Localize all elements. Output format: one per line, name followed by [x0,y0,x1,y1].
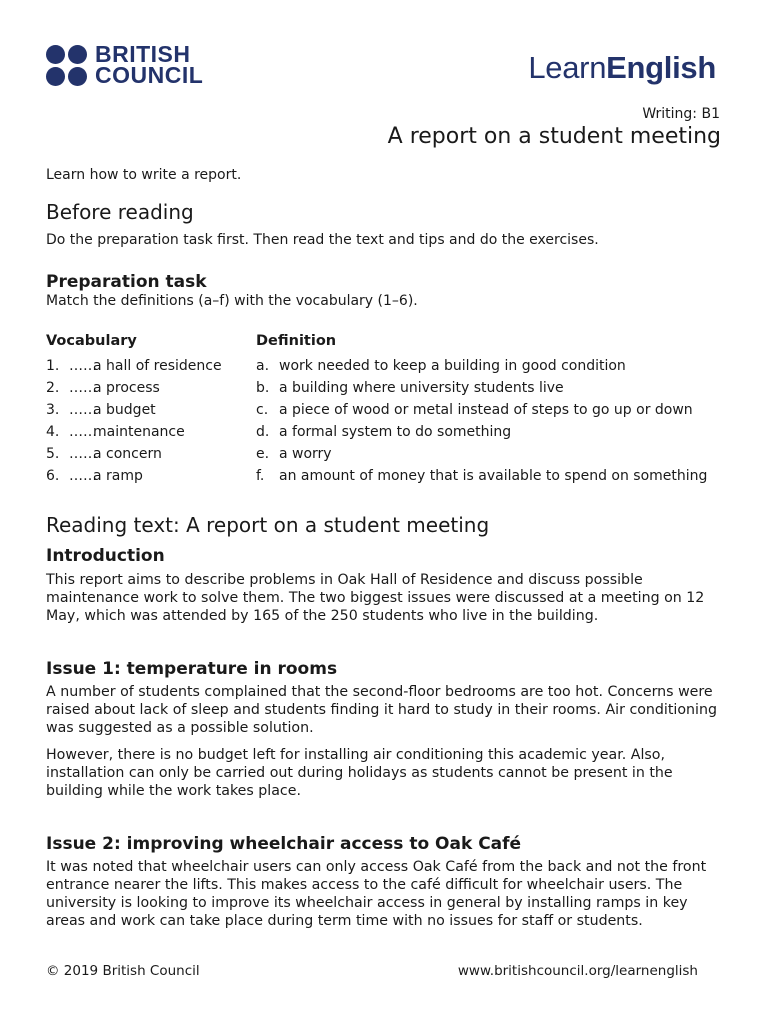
british-council-logo [46,41,204,88]
reading-text-heading: Reading text: A report on a student meeting [46,513,490,537]
page-title: A report on a student meeting [387,124,721,149]
issue-1-paragraph-1: A number of students complained that the second-floor bedrooms are too hot. Concerns were raised about lack of sleep and students finding it hard to study in their rooms. Air conditioning was suggested as a possible solution. [46,684,717,736]
footer-url: www.britishcouncil.org/learnenglish [457,963,698,979]
introduction-paragraph: This report aims to describe problems in Oak Hall of Residence and discuss possible maintenance work to solve them. The two biggest issues were discussed at a meeting on 12 May, which was attended by 165 of the 250 students who live in the building. [46,572,705,624]
list-item: 2. …… a process b. a building where university students live [46,380,564,396]
issue-1-heading: Issue 1: temperature in rooms [46,659,338,679]
list-item: 3. …… a budget c. a piece of wood or metal instead of steps to go up or down [46,402,693,418]
list-item: 6. …… a ramp f. an amount of money that is available to spend on something [46,468,708,484]
list-item: 1. …… a hall of residence a. work needed to keep a building in good condition [46,358,626,374]
level-label: Writing: B1 [642,106,720,122]
before-reading-heading: Before reading [46,200,194,224]
definition-column-header: Definition [256,333,337,349]
before-reading-text: Do the preparation task first. Then read the text and tips and do the exercises. [46,232,599,248]
issue-2-paragraph: It was noted that wheelchair users can only access Oak Café from the back and not the front entrance nearer the lifts. This makes access to the café difficult for wheelchair users. The university is looking to improve its wheelchair access in general by installing ramps in key areas and work can take place during term time with no issues for staff or students. [46,859,707,929]
learnenglish-logo: LearnEnglish [528,50,716,85]
issue-1-paragraph-2: However, there is no budget left for installing air conditioning this academic year. Also, installation can only be carried out during holidays as students cannot be present in the building while the work takes place. [46,747,673,799]
preparation-task-heading: Preparation task [46,272,207,292]
list-item: 5. …… a concern e. a worry [46,446,332,462]
intro-text: Learn how to write a report. [46,167,242,183]
footer-copyright: © 2019 British Council [46,963,200,979]
preparation-instruction: Match the definitions (a–f) with the vocabulary (1–6). [46,293,418,309]
logo-wordmark: BRITISH COUNCIL [95,41,204,88]
logo-dots-icon [46,45,87,86]
list-item: 4. …… maintenance d. a formal system to do something [46,424,512,440]
vocabulary-column-header: Vocabulary [46,333,137,349]
issue-2-heading: Issue 2: improving wheelchair access to Oak Café [46,834,522,854]
introduction-heading: Introduction [46,546,165,566]
